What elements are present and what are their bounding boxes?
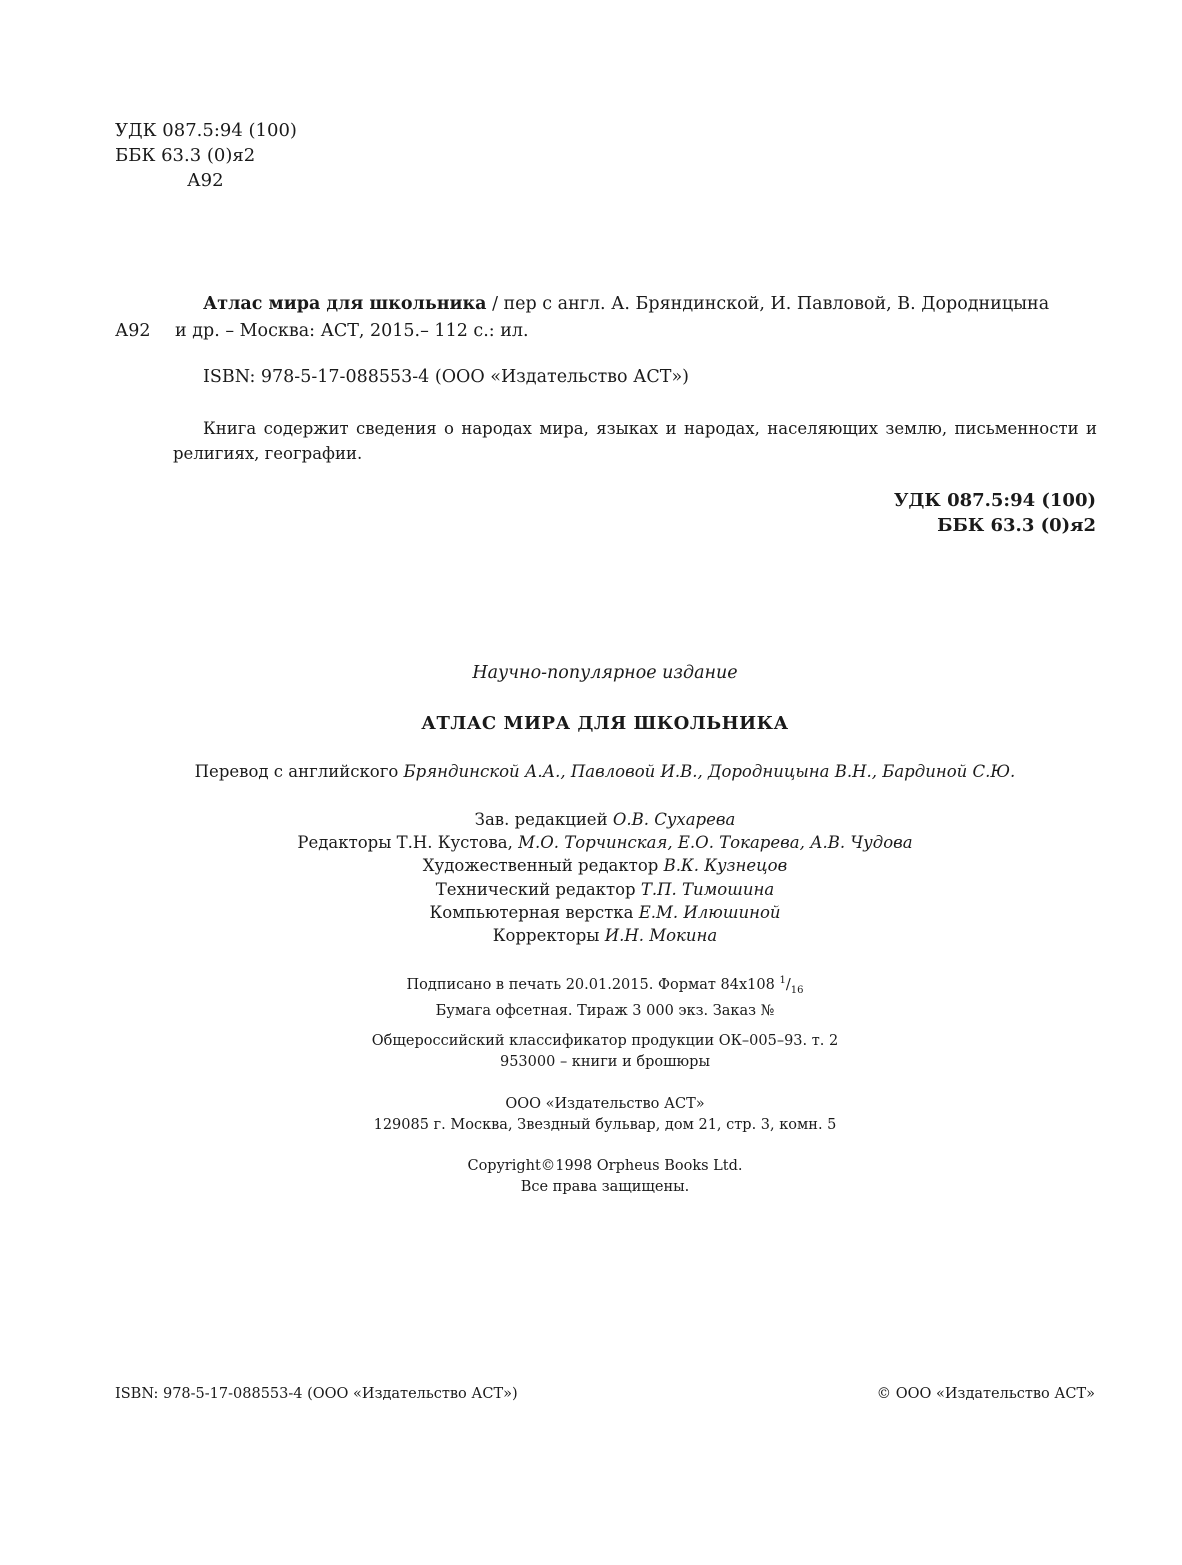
- credit-line: [0, 901, 1182, 924]
- credit-names: М.О. Торчинская, Е.О. Токарева, А.В. Чудова: [518, 833, 913, 853]
- credit-names: В.К. Кузнецов: [663, 856, 788, 876]
- footer-copyright: © ООО «Издательство АСТ»: [876, 1386, 1095, 1402]
- copyright-line: Copyright©1998 Orpheus Books Ltd.: [467, 1158, 743, 1174]
- catalog-entry-line2: [115, 318, 1097, 345]
- paper-circulation: Бумага офсетная. Тираж 3 000 экз. Заказ №: [435, 1002, 775, 1019]
- copyright-notice: [0, 1156, 1182, 1198]
- product-classifier: [0, 1031, 1182, 1073]
- book-title: АТЛАС МИРА ДЛЯ ШКОЛЬНИКА: [421, 713, 789, 734]
- footer-isbn: ISBN: 978-5-17-088553-4 (ООО «Издательство АСТ»): [115, 1386, 518, 1402]
- bbk-code-bold: ББК 63.3 (0)я2: [937, 515, 1096, 536]
- editorial-credits: [0, 808, 1182, 947]
- translator-names: Бряндинской А.А., Павловой И.В., Дородницына В.Н., Бардиной С.Ю.: [403, 762, 1016, 781]
- classifier-line2: 953000 – книги и брошюры: [499, 1054, 711, 1070]
- classifier-line1: Общероссийский классификатор продукции ОК–005–93. т. 2: [371, 1033, 839, 1049]
- udk-code-bold: УДК 087.5:94 (100): [893, 490, 1096, 511]
- catalog-title: Атлас мира для школьника: [203, 294, 487, 314]
- fraction-denominator: 16: [790, 984, 804, 996]
- bottom-classification-codes: [894, 488, 1096, 538]
- author-sign: А92: [187, 170, 224, 191]
- catalog-translators: / пер с англ. А. Бряндинской, И. Павловой, В. Дородницына: [486, 294, 1050, 314]
- catalog-imprint: и др. – Москва: АСТ, 2015.– 112 с.: ил.: [175, 321, 529, 341]
- credit-line: [0, 878, 1182, 901]
- top-classification-codes: [115, 118, 297, 193]
- udk-code: УДК 087.5:94 (100): [115, 120, 297, 141]
- annotation: Книга содержит сведения о народах мира, языках и народах, населяющих землю, письменности и религиях, географии.: [173, 419, 1097, 463]
- credit-role: Корректоры: [492, 926, 605, 946]
- format-fraction: $^1/_{16}$: [779, 975, 804, 996]
- credit-role: Технический редактор: [435, 879, 641, 899]
- translation-credit: [0, 762, 1182, 781]
- print-signed-format: [0, 970, 1182, 1001]
- credit-names: О.В. Сухарева: [612, 810, 736, 829]
- credit-role: Компьютерная верстка: [429, 902, 639, 922]
- translation-label: Перевод с английского: [194, 762, 404, 781]
- credit-line: [0, 808, 1182, 831]
- credit-role: Зав. редакцией: [474, 810, 613, 829]
- credit-role: Редакторы Т.Н. Кустова,: [297, 833, 519, 853]
- publisher-info: [0, 1094, 1182, 1136]
- print-signed-text: Подписано в печать 20.01.2015. Формат 84х108: [406, 976, 780, 993]
- credit-role: Художественный редактор: [422, 856, 664, 876]
- credit-names: И.Н. Мокина: [604, 926, 718, 946]
- credit-names: Т.П. Тимошина: [640, 879, 775, 899]
- credit-names: Е.М. Илюшиной: [638, 902, 781, 922]
- publisher-address: 129085 г. Москва, Звездный бульвар, дом 21, стр. 3, комн. 5: [373, 1117, 837, 1133]
- fraction-numerator: 1: [779, 975, 786, 986]
- bbk-code: ББК 63.3 (0)я2: [115, 145, 256, 166]
- catalog-author-sign: А92: [115, 321, 151, 341]
- rights-reserved: Все права защищены.: [520, 1179, 690, 1195]
- catalog-entry-line1: [115, 291, 1097, 318]
- credit-line: [0, 854, 1182, 877]
- print-info: [0, 970, 1182, 1022]
- credit-line: [0, 924, 1182, 947]
- catalog-entry: [115, 291, 1097, 345]
- publisher-name: ООО «Издательство АСТ»: [505, 1096, 705, 1112]
- credit-line: [0, 831, 1182, 854]
- isbn-line: ISBN: 978-5-17-088553-4 (ООО «Издательство АСТ»): [203, 367, 689, 387]
- genre-label: Научно-популярное издание: [472, 663, 738, 683]
